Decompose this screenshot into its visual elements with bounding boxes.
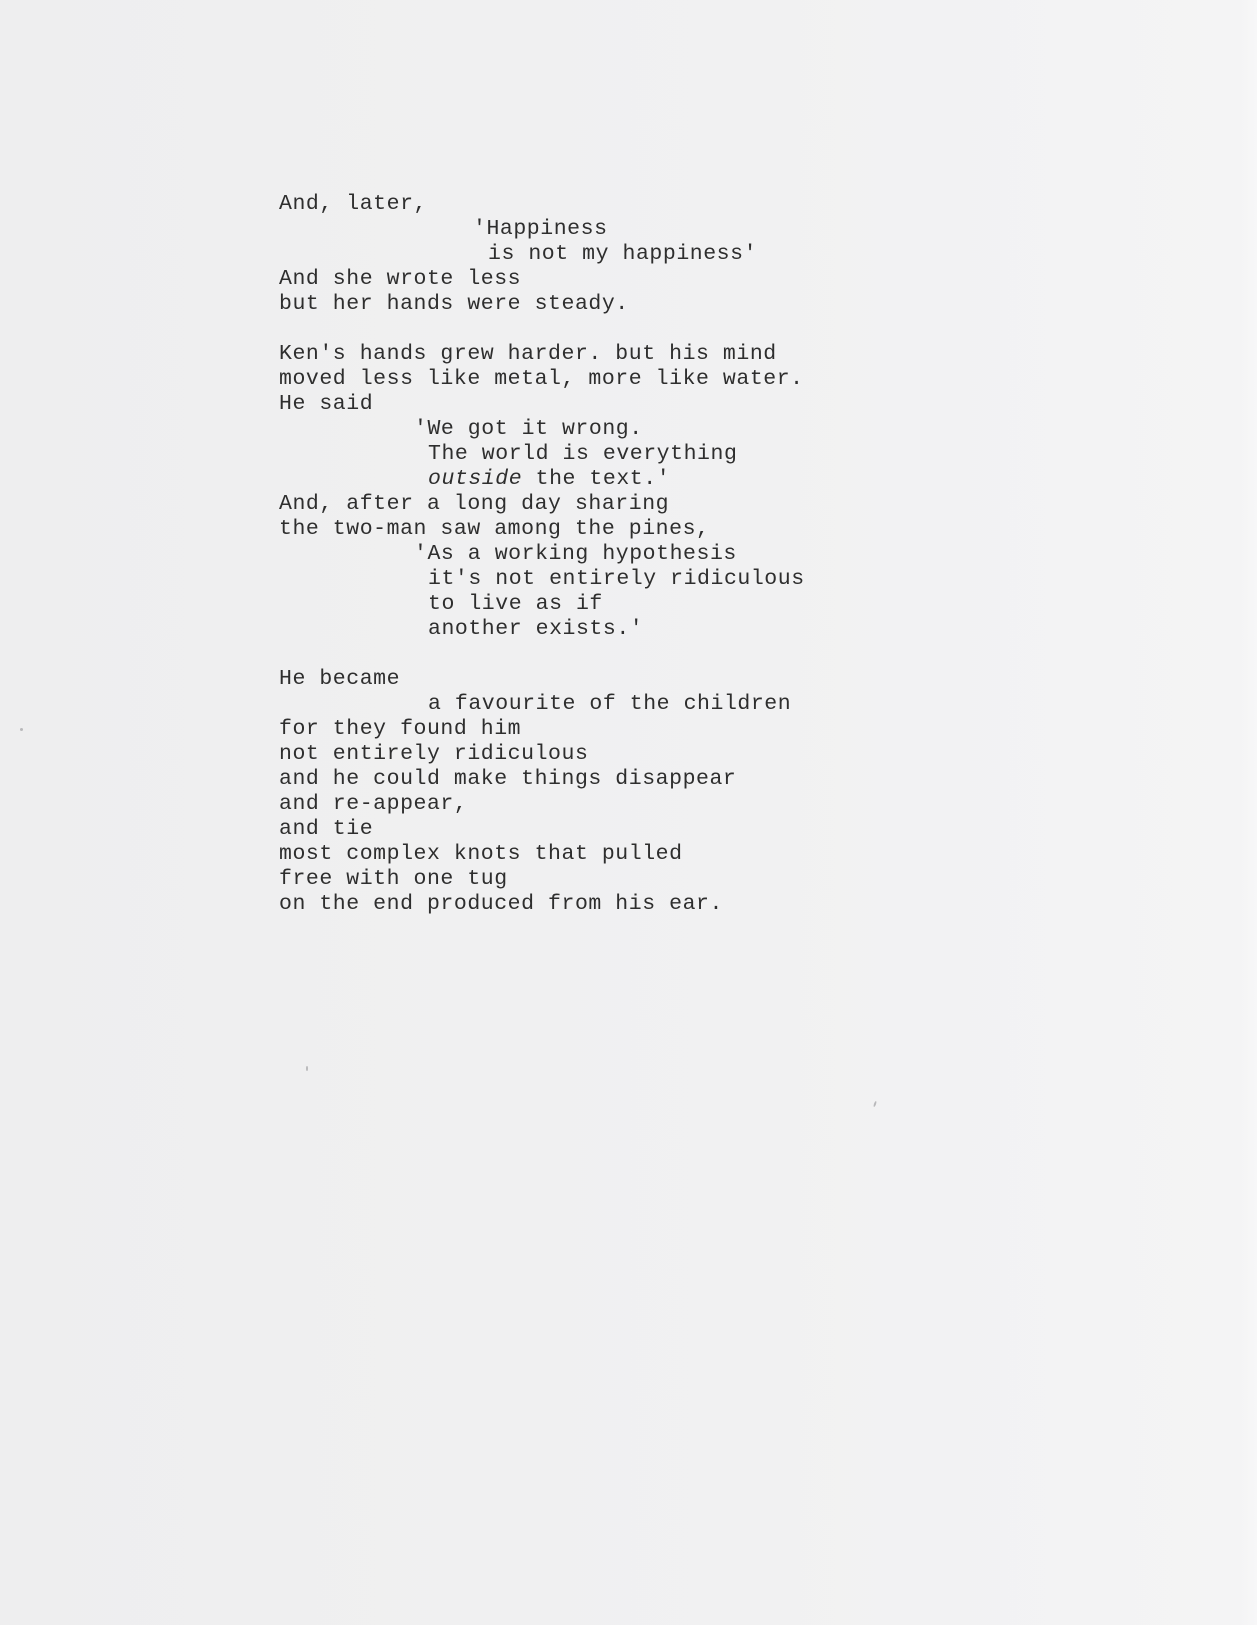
poem-line: 'Happiness <box>473 217 608 241</box>
poem-line: most complex knots that pulled <box>279 842 683 866</box>
poem-line: it's not entirely ridiculous <box>428 567 805 591</box>
poem-line: free with one tug <box>279 867 508 891</box>
poem-line: and he could make things disappear <box>279 767 737 791</box>
poem-line: not entirely ridiculous <box>279 742 589 766</box>
poem-line: Ken's hands grew harder. but his mind <box>279 342 777 366</box>
poem-line: to live as if <box>428 592 603 616</box>
poem-line: the two-man saw among the pines, <box>279 517 710 541</box>
stanza-break <box>279 317 1179 342</box>
poem-line: And she wrote less <box>279 267 522 291</box>
poem-line: for they found him <box>279 717 522 741</box>
poem-line: 'As a working hypothesis <box>414 542 737 566</box>
paper-speck <box>20 728 23 731</box>
poem-line: and re-appear, <box>279 792 468 816</box>
poem-line-rest: the text.' <box>522 467 671 491</box>
poem-line: and tie <box>279 817 374 841</box>
page-edge <box>1239 0 1257 1625</box>
poem-line: is not my happiness' <box>488 242 758 266</box>
paper-speck <box>306 1066 308 1071</box>
stanza-break <box>279 642 1179 667</box>
poem-line: And, later, <box>279 192 427 216</box>
poem-line: a favourite of the children <box>428 692 792 716</box>
poem-text <box>279 192 1179 917</box>
poem-line <box>279 467 1179 492</box>
poem-line: He said <box>279 392 374 416</box>
poem-line: on the end produced from his ear. <box>279 892 723 916</box>
poem-line: He became <box>279 667 401 691</box>
poem-line: And, after a long day sharing <box>279 492 670 516</box>
poem-line: 'We got it wrong. <box>414 417 643 441</box>
poem-line: The world is everything <box>428 442 738 466</box>
emphasis-word: outside <box>428 467 523 491</box>
poem-line: another exists.' <box>428 617 644 641</box>
poem-line: moved less like metal, more like water. <box>279 367 804 391</box>
paper-speck <box>873 1101 877 1107</box>
poem-line: but her hands were steady. <box>279 292 629 316</box>
